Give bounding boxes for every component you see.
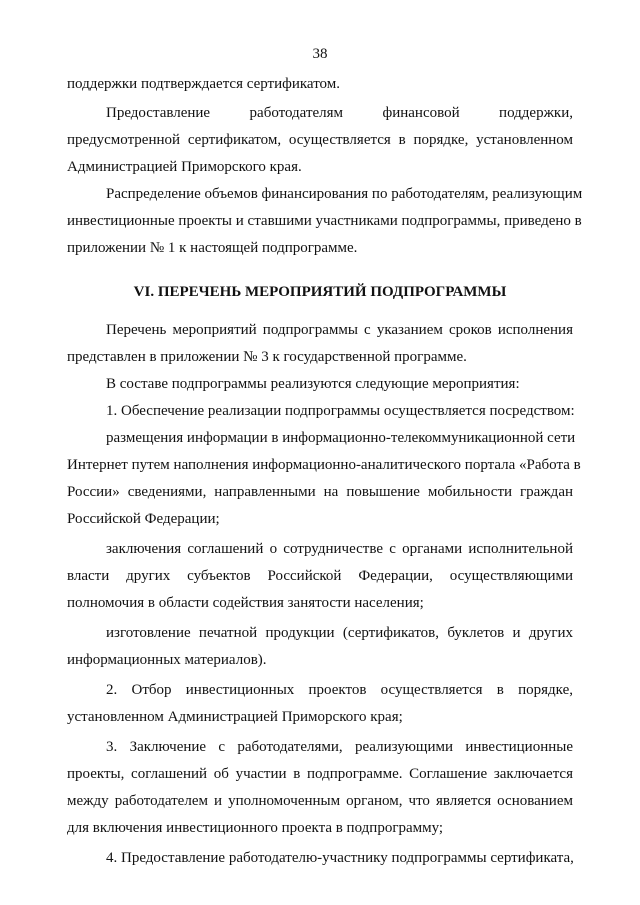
text-line: 1. Обеспечение реализации подпрограммы осуществляется посредством:: [106, 403, 575, 419]
text-line: 3. Заключение с работодателями, реализующими инвестиционные: [106, 739, 573, 755]
page-number: 38: [312, 46, 328, 62]
text-line: Предоставление работодателям финансовой поддержки,: [106, 105, 573, 121]
text-line: полномочия в области содействия занятости населения;: [67, 595, 424, 611]
text-line: России» сведениями, направленными на повышение мобильности граждан: [67, 484, 573, 500]
text-line: представлен в приложении № 3 к государственной программе.: [67, 349, 467, 365]
text-line: Перечень мероприятий подпрограммы с указанием сроков исполнения: [106, 322, 573, 338]
text-line: В составе подпрограммы реализуются следующие мероприятия:: [106, 376, 520, 392]
text-line: информационных материалов).: [67, 652, 267, 668]
text-line: предусмотренной сертификатом, осуществляется в порядке, установленном: [67, 132, 573, 148]
text-line: поддержки подтверждается сертификатом.: [67, 76, 341, 92]
text-line: 4. Предоставление работодателю-участнику подпрограммы сертификата,: [106, 850, 574, 866]
text-line: Администрацией Приморского края.: [67, 159, 302, 175]
text-line: для включения инвестиционного проекта в подпрограмму;: [67, 820, 444, 836]
text-line: проекты, соглашений об участии в подпрограмме. Соглашение заключается: [67, 766, 573, 782]
text-line: Российской Федерации;: [67, 511, 220, 527]
text-line: размещения информации в информационно-телекоммуникационной сети: [106, 430, 576, 446]
text-line: изготовление печатной продукции (сертификатов, буклетов и других: [106, 625, 573, 641]
text-line: Распределение объемов финансирования по работодателям, реализующим: [106, 186, 583, 202]
text-line: установленном Администрацией Приморского края;: [67, 709, 403, 725]
text-line: между работодателем и уполномоченным органом, что является основанием: [67, 793, 573, 809]
text-line: инвестиционные проекты и ставшими участниками подпрограммы, приведено в: [67, 213, 582, 229]
section-heading: VI. ПЕРЕЧЕНЬ МЕРОПРИЯТИЙ ПОДПРОГРАММЫ: [133, 284, 507, 300]
text-line: 2. Отбор инвестиционных проектов осуществляется в порядке,: [106, 682, 573, 698]
text-line: Интернет путем наполнения информационно-аналитического портала «Работа в: [67, 457, 581, 473]
text-line: приложении № 1 к настоящей подпрограмме.: [67, 240, 358, 256]
text-line: заключения соглашений о сотрудничестве с органами исполнительной: [106, 541, 573, 557]
text-line: власти других субъектов Российской Федерации, осуществляющими: [67, 568, 573, 584]
